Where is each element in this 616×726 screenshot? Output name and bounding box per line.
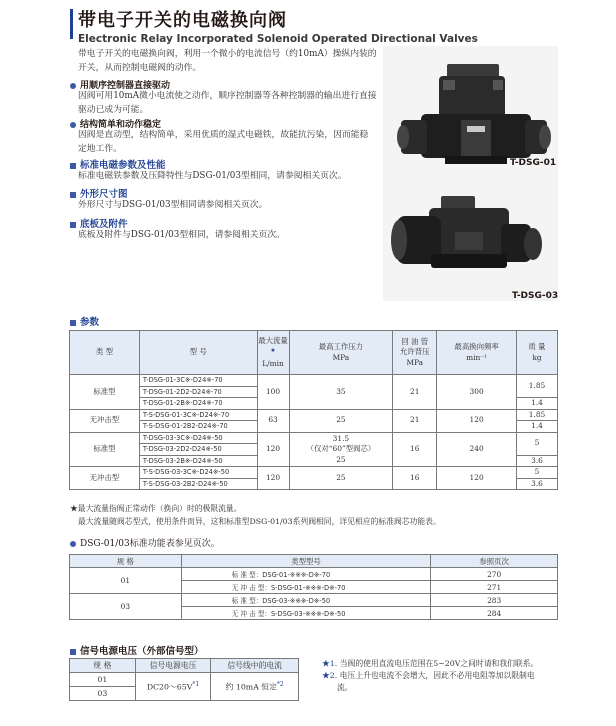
valve-photos: [383, 46, 558, 301]
bullet-square-icon: [70, 222, 76, 228]
feature-line: 因阀可用10mA微小电流使之动作，顺序控制器等各种控制器的输出进行直接: [78, 91, 377, 101]
bullet-dot-icon: [70, 541, 76, 547]
cell-freq: 120: [437, 467, 517, 490]
bullet-square-icon: [70, 163, 76, 169]
ref-table: [69, 554, 558, 620]
table-header-row: [70, 659, 299, 673]
bullet-dot-icon: [70, 83, 76, 89]
cell-page: 270: [431, 568, 558, 581]
section-heading-dims: 外形尺寸图: [70, 186, 128, 200]
cell-type: 无冲击型: [70, 409, 140, 432]
cell-model: T-S-DSG-03-2B2-D24※-50: [139, 478, 257, 490]
col-spec: 规 格: [70, 659, 136, 673]
cell-flow: 120: [257, 432, 289, 467]
cell-type-model: 无 冲 击 型：S-DSG-01-※※※-D※-70: [181, 581, 431, 594]
ref-table-heading: DSG-01/03标准功能表参见页次。: [70, 536, 220, 549]
section-heading-perf: 标准电磁参数及性能: [70, 157, 166, 171]
title-accent-bar: [70, 9, 73, 39]
cell-type-model: 标 准 型：DSG-01-※※※-D※-70: [181, 568, 431, 581]
intro-text: [78, 48, 378, 75]
cell-mass: 5: [517, 432, 558, 455]
col-voltage: 信号电源电压: [135, 659, 211, 673]
caption-t-dsg-03: T-DSG-03: [512, 291, 559, 301]
cell-freq: 240: [437, 432, 517, 467]
cell-freq: 120: [437, 409, 517, 432]
cell-page: 283: [431, 594, 558, 607]
intro-line: 开关，从而控制电磁阀的动作。: [78, 62, 202, 73]
col-mass: 质 量 kg: [517, 331, 558, 375]
section-heading-sub: 底板及附件: [70, 216, 128, 230]
col-pressure: 最高工作压力 MPa: [289, 331, 393, 375]
cell-model: T-DSG-01-3C※-D24※-70: [139, 375, 257, 387]
valve-03-illustration: [391, 196, 542, 268]
cell-spec: 01: [70, 568, 182, 594]
cell-model: T-DSG-03-2D2-D24※-50: [139, 444, 257, 456]
table-row: [70, 673, 299, 687]
bullet-square-icon: [70, 649, 76, 655]
table-header-row: [70, 331, 558, 375]
cell-model: T-DSG-03-2B※-D24※-50: [139, 455, 257, 467]
bullet-dot-icon: [70, 122, 76, 128]
table-row: [70, 409, 558, 421]
cell-type: 无冲击型: [70, 467, 140, 490]
col-spec: 规 格: [70, 555, 182, 568]
section-heading-signal: 信号电源电压（外部信号型）: [70, 643, 204, 657]
signal-note-cont: 流。: [337, 683, 353, 692]
cell-flow: 100: [257, 375, 289, 410]
col-back-pressure: 回 油 管 允许背压 MPa: [393, 331, 437, 375]
col-current: 信号线中的电流: [211, 659, 299, 673]
feature-line: 定地工作。: [78, 143, 122, 154]
cell-spec: 03: [70, 594, 182, 620]
signal-note: ★2. 电压上升也电流不会增大，因此不必用电阻等加以限制电: [322, 671, 535, 680]
param-footnote-2: 最大流量随阀芯型式，使用条件而异，这和标准型DSG-01/03系列阀相同，详见相应的标准阀芯功能表。: [78, 517, 441, 526]
section-text-dims: 外形尺寸与DSG-01/03型相同请参阅相关页次。: [78, 200, 268, 210]
cell-mass: 3.6: [517, 478, 558, 490]
signal-notes: [322, 658, 558, 694]
page-title: 带电子开关的电磁换向阀: [78, 10, 287, 31]
valve-01-illustration: [397, 64, 551, 164]
col-ref-page: 参照页次: [431, 555, 558, 568]
col-frequency: 最高换向频率 min⁻¹: [437, 331, 517, 375]
feature-heading: 结构简单和动作稳定: [70, 117, 161, 130]
table-row: [70, 594, 558, 607]
table-row: [70, 467, 558, 479]
cell-current: 约 10mA 恒定$^{*2}$: [211, 673, 299, 701]
table-header-row: [70, 555, 558, 568]
caption-t-dsg-01: T-DSG-01: [510, 158, 557, 168]
cell-flow: 120: [257, 467, 289, 490]
col-type-model: 类型型号: [181, 555, 431, 568]
section-text-perf: 标准电磁铁参数及压降特性与DSG-01/03型相同，请参阅相关页次。: [78, 171, 347, 181]
cell-page: 271: [431, 581, 558, 594]
cell-back: 21: [393, 375, 437, 410]
param-footnote-1: ★最大流量指阀正常动作（换向）时的极限流量。: [70, 504, 242, 513]
signal-table: [69, 658, 299, 701]
cell-mass: 1.85: [517, 409, 558, 421]
col-type: 类 型: [70, 331, 140, 375]
product-photo-panel: [383, 46, 558, 301]
table-row: [70, 375, 558, 387]
cell-mass: 5: [517, 467, 558, 479]
cell-model: T-S-DSG-03-3C※-D24※-50: [139, 467, 257, 479]
feature-line: 驱动已成为可能。: [78, 104, 149, 115]
feature-text: [78, 129, 383, 156]
cell-back: 16: [393, 432, 437, 467]
cell-pressure: 25: [289, 467, 393, 490]
cell-type: 标准型: [70, 432, 140, 467]
cell-freq: 300: [437, 375, 517, 410]
col-flow: 最大流量★ L/min: [257, 331, 289, 375]
cell-model: T-DSG-03-3C※-D24※-50: [139, 432, 257, 444]
cell-mass: 1.85: [517, 375, 558, 398]
cell-pressure: 35: [289, 375, 393, 410]
signal-note: ★1. 当阀的使用直流电压范围在5~20V之间时请和我们联系。: [322, 659, 539, 668]
table-row: [70, 432, 558, 444]
cell-back: 21: [393, 409, 437, 432]
cell-voltage: $DC20\sim 65V^{*1}$: [135, 673, 211, 701]
cell-model: T-S-DSG-01-3C※-D24※-70: [139, 409, 257, 421]
section-heading-params: 参数: [70, 314, 99, 328]
param-table: [69, 330, 558, 490]
cell-spec: 03: [70, 687, 136, 701]
feature-heading: 用顺序控制器直接驱动: [70, 78, 170, 91]
cell-flow: 63: [257, 409, 289, 432]
cell-mass: 3.6: [517, 455, 558, 467]
intro-line: 带电子开关的电磁换向阀，利用一个微小的电流信号（约10mA）操纵内装的: [78, 49, 377, 59]
cell-pressure: 31.5 （仅对“60”型阀芯） 25: [289, 432, 393, 467]
section-text-sub: 底板及附件与DSG-01/03型相同，请参阅相关页次。: [78, 230, 285, 240]
table-row: [70, 568, 558, 581]
cell-mass: 1.4: [517, 398, 558, 410]
cell-type-model: 无 冲 击 型：S-DSG-03-※※※-D※-50: [181, 607, 431, 620]
bullet-square-icon: [70, 192, 76, 198]
cell-back: 16: [393, 467, 437, 490]
bullet-square-icon: [70, 320, 76, 326]
cell-model: T-S-DSG-01-2B2-D24※-70: [139, 421, 257, 433]
cell-type-model: 标 准 型：DSG-03-※※※-D※-50: [181, 594, 431, 607]
col-model: 型 号: [139, 331, 257, 375]
page-subtitle: Electronic Relay Incorporated Solenoid Operated Directional Valves: [78, 33, 478, 45]
cell-spec: 01: [70, 673, 136, 687]
cell-mass: 1.4: [517, 421, 558, 433]
cell-pressure: 25: [289, 409, 393, 432]
cell-model: T-DSG-01-2B※-D24※-70: [139, 398, 257, 410]
cell-page: 284: [431, 607, 558, 620]
cell-model: T-DSG-01-2D2-D24※-70: [139, 386, 257, 398]
feature-line: 因阀是直动型，结构简单，采用优质的湿式电磁铁，故能抗污染，因而能稳: [78, 130, 369, 140]
feature-text: [78, 90, 383, 117]
cell-type: 标准型: [70, 375, 140, 410]
